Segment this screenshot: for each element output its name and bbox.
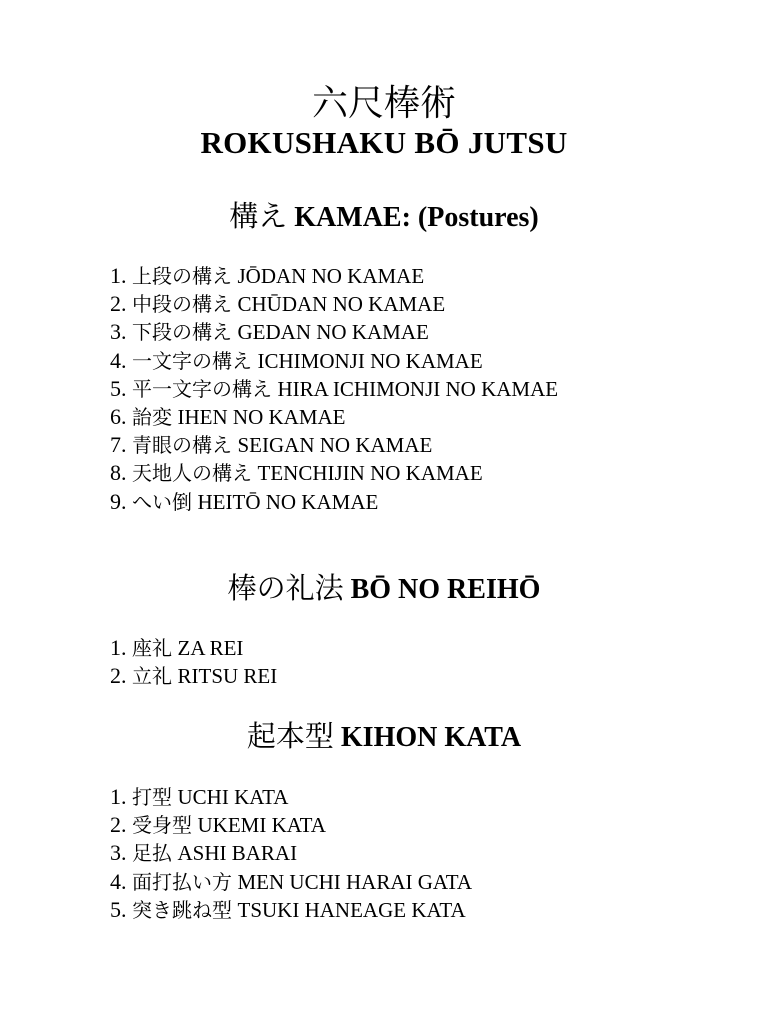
item-japanese: へい倒 (132, 489, 192, 514)
item-romaji: TENCHIJIN NO KAMAE (257, 461, 483, 486)
reiho-list (110, 634, 580, 690)
list-item (110, 896, 580, 924)
item-number: 1. (110, 263, 127, 288)
item-number: 3. (110, 840, 127, 866)
section-heading-reiho (0, 570, 768, 608)
list-item (110, 868, 580, 896)
kihon-kata-list (110, 783, 580, 924)
list-item (110, 290, 580, 318)
list-item (110, 634, 580, 662)
list-item (110, 662, 580, 690)
item-romaji: UCHI KATA (177, 785, 289, 809)
list-item (110, 839, 580, 867)
list-item (110, 811, 580, 839)
item-romaji: HEITŌ NO KAMAE (197, 489, 379, 514)
item-romaji: HIRA ICHIMONJI NO KAMAE (277, 376, 559, 401)
section-heading-japanese: 起本型 (246, 719, 334, 753)
item-number: 8. (110, 460, 127, 486)
item-romaji: ICHIMONJI NO KAMAE (257, 348, 483, 373)
item-number: 1. (110, 635, 127, 660)
item-japanese: 平一文字の構え (132, 376, 272, 401)
item-number: 5. (110, 896, 127, 922)
section-heading-japanese: 棒の礼法 (227, 571, 344, 605)
item-romaji: JŌDAN NO KAMAE (237, 264, 425, 288)
item-japanese: 詒変 (132, 405, 172, 430)
list-item (110, 403, 580, 431)
item-number: 1. (110, 784, 127, 809)
section-heading-kihon-kata (0, 718, 768, 756)
list-item (110, 318, 580, 346)
item-romaji: SEIGAN NO KAMAE (237, 433, 433, 458)
item-japanese: 下段の構え (132, 320, 232, 345)
item-romaji: MEN UCHI HARAI GATA (237, 869, 473, 894)
item-japanese: 足払 (132, 841, 172, 866)
item-number: 4. (110, 868, 127, 894)
item-japanese: 天地人の構え (132, 461, 252, 486)
item-number: 2. (110, 663, 127, 689)
item-japanese: 突き跳ね型 (132, 897, 232, 922)
item-romaji: ZA REI (177, 636, 244, 660)
item-japanese: 打型 (132, 785, 172, 809)
item-japanese: 面打払い方 (132, 869, 232, 894)
list-item (110, 783, 580, 811)
item-romaji: TSUKI HANEAGE KATA (237, 897, 466, 922)
section-heading-english: KIHON KATA (340, 722, 522, 753)
item-number: 9. (110, 488, 127, 514)
page-title-japanese: 六尺棒術 (311, 83, 456, 124)
kamae-list (110, 262, 580, 516)
item-japanese: 一文字の構え (132, 348, 252, 373)
section-heading-english: BŌ NO REIHŌ (350, 574, 541, 605)
item-romaji: UKEMI KATA (197, 813, 326, 838)
list-item (110, 262, 580, 290)
section-heading-english: KAMAE: (Postures) (294, 202, 539, 233)
section-heading-kamae (0, 198, 768, 236)
item-japanese: 座礼 (132, 636, 172, 660)
item-number: 6. (110, 404, 127, 430)
list-item (110, 375, 580, 403)
item-japanese: 立礼 (132, 664, 172, 689)
item-number: 4. (110, 347, 127, 373)
item-number: 3. (110, 319, 127, 345)
item-romaji: RITSU REI (177, 664, 278, 689)
item-romaji: GEDAN NO KAMAE (237, 320, 429, 345)
list-item (110, 431, 580, 459)
item-romaji: ASHI BARAI (177, 841, 298, 866)
item-japanese: 中段の構え (132, 292, 232, 317)
section-heading-japanese: 構え (229, 199, 288, 233)
item-number: 5. (110, 375, 127, 401)
item-japanese: 上段の構え (132, 264, 232, 288)
item-romaji: IHEN NO KAMAE (177, 405, 346, 430)
item-japanese: 青眼の構え (132, 433, 232, 458)
page-title-romaji: ROKUSHAKU BŌ JUTSU (200, 125, 568, 160)
list-item (110, 459, 580, 487)
item-romaji: CHŪDAN NO KAMAE (237, 292, 446, 317)
list-item (110, 488, 580, 516)
item-number: 7. (110, 432, 127, 458)
item-number: 2. (110, 812, 127, 838)
list-item (110, 347, 580, 375)
item-number: 2. (110, 291, 127, 317)
item-japanese: 受身型 (132, 813, 192, 838)
